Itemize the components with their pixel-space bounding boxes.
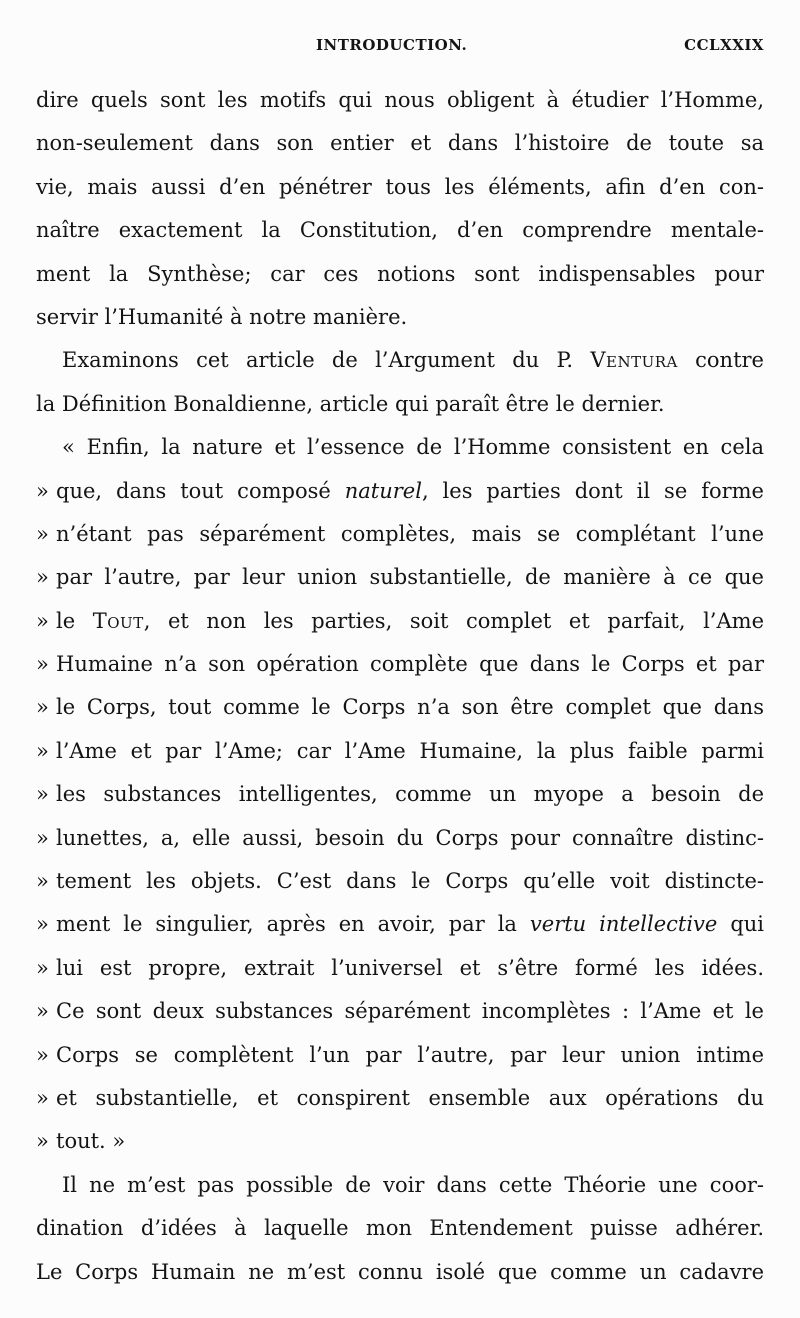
- quote-line: [36, 1120, 764, 1163]
- text-run: tement les objets. C’est dans le Corps qu’elle voit distincte-: [56, 869, 764, 894]
- text-run: Ce sont deux substances séparément incomplètes : l’Ame et le: [56, 999, 764, 1024]
- paragraph-1: [36, 79, 764, 339]
- guillemet: »: [36, 608, 49, 633]
- quote-line: [36, 773, 764, 816]
- text-run: lunettes, a, elle aussi, besoin du Corps pour connaître distinc-: [56, 825, 764, 850]
- text-run: le Corps, tout comme le Corps n’a son être complet que dans: [56, 695, 764, 720]
- guillemet: »: [36, 869, 49, 894]
- quote-line: [36, 600, 764, 643]
- quote-line: [36, 817, 764, 860]
- quote-line: [36, 426, 764, 469]
- text-run: n’étant pas séparément complètes, mais se complétant l’une: [56, 521, 764, 546]
- author-name: Ventura: [590, 348, 678, 373]
- guillemet: »: [36, 1042, 49, 1067]
- text-run: les substances intelligentes, comme un myope a besoin de: [56, 782, 764, 807]
- text-run: qui: [730, 912, 764, 937]
- guillemet: »: [36, 825, 49, 850]
- guillemet: »: [36, 738, 49, 763]
- quote-line: [36, 730, 764, 773]
- guillemet: »: [36, 1085, 49, 1110]
- text-run: Corps se complètent l’un par l’autre, par leur union intime: [56, 1042, 764, 1067]
- text-run: , les parties dont il se forme: [421, 478, 764, 503]
- page-number: CCLXXIX: [684, 36, 764, 54]
- guillemet: »: [36, 955, 49, 980]
- quote-line: [36, 513, 764, 556]
- text-line: dire quels sont les motifs qui nous obligent à étudier l’Homme,: [36, 88, 764, 112]
- quote-line: [36, 643, 764, 686]
- text-line: [36, 339, 764, 382]
- guillemet: »: [36, 565, 49, 590]
- guillemet: «: [62, 435, 75, 460]
- text-run: Enfin, la nature et l’essence de l’Homme consistent en cela: [86, 435, 764, 460]
- text-run: et substantielle, et conspirent ensemble aux opérations du: [56, 1085, 764, 1110]
- text-line: la Définition Bonaldienne, article qui paraît être le dernier.: [36, 391, 665, 416]
- text-line: Il ne m’est pas possible de voir dans cette Théorie une coor-: [62, 1172, 764, 1197]
- quote-line: [36, 947, 764, 990]
- guillemet: »: [36, 521, 49, 546]
- page-body: [36, 79, 764, 1294]
- text-run: le: [56, 608, 76, 633]
- text-run: ment le singulier, après en avoir, par la: [56, 912, 517, 937]
- italic-phrase: vertu intellective: [529, 912, 718, 937]
- text-run: tout. »: [56, 1129, 126, 1154]
- quote-line: [36, 556, 764, 599]
- text-run: lui est propre, extrait l’universel et s’être formé les idées.: [56, 955, 764, 980]
- text-run: l’Ame et par l’Ame; car l’Ame Humaine, la plus faible parmi: [56, 738, 764, 763]
- paragraph-2: [36, 339, 764, 426]
- text-line: dination d’idées à laquelle mon Entendement puisse adhérer.: [36, 1216, 764, 1241]
- page-header: [36, 36, 764, 58]
- guillemet: »: [36, 782, 49, 807]
- text-run: contre: [695, 348, 764, 373]
- quote-line: [36, 470, 764, 513]
- quotation: [36, 426, 764, 1164]
- text-line: servir l’Humanité à notre manière.: [36, 304, 408, 329]
- guillemet: »: [36, 478, 49, 503]
- text-line: vie, mais aussi d’en pénétrer tous les éléments, afin d’en con-: [36, 174, 764, 199]
- guillemet: »: [36, 695, 49, 720]
- text-line: naître exactement la Constitution, d’en comprendre mentale-: [36, 218, 764, 243]
- quote-line: [36, 1034, 764, 1077]
- text-line: Le Corps Humain ne m’est connu isolé que comme un cadavre: [36, 1259, 764, 1284]
- text-line: non-seulement dans son entier et dans l’histoire de toute sa: [36, 131, 764, 156]
- quote-line: [36, 990, 764, 1033]
- text-run: , et non les parties, soit complet et parfait, l’Ame: [143, 608, 764, 633]
- quote-line: [36, 686, 764, 729]
- text-run: Humaine n’a son opération complète que dans le Corps et par: [56, 652, 764, 677]
- quote-line: [36, 1077, 764, 1120]
- text-run: par l’autre, par leur union substantielle, de manière à ce que: [56, 565, 764, 590]
- italic-word: naturel: [344, 478, 422, 503]
- guillemet: »: [36, 652, 49, 677]
- paragraph-3: [36, 1164, 764, 1294]
- text-line: ment la Synthèse; car ces notions sont indispensables pour: [36, 261, 764, 286]
- running-title: INTRODUCTION.: [316, 36, 468, 54]
- guillemet: »: [36, 912, 49, 937]
- quote-line: [36, 903, 764, 946]
- text-run: Examinons cet article de l’Argument du P.: [62, 348, 574, 373]
- guillemet: »: [36, 1129, 49, 1154]
- guillemet: »: [36, 999, 49, 1024]
- quote-line: [36, 860, 764, 903]
- small-caps-word: Tout: [92, 608, 144, 633]
- text-run: que, dans tout composé: [56, 478, 331, 503]
